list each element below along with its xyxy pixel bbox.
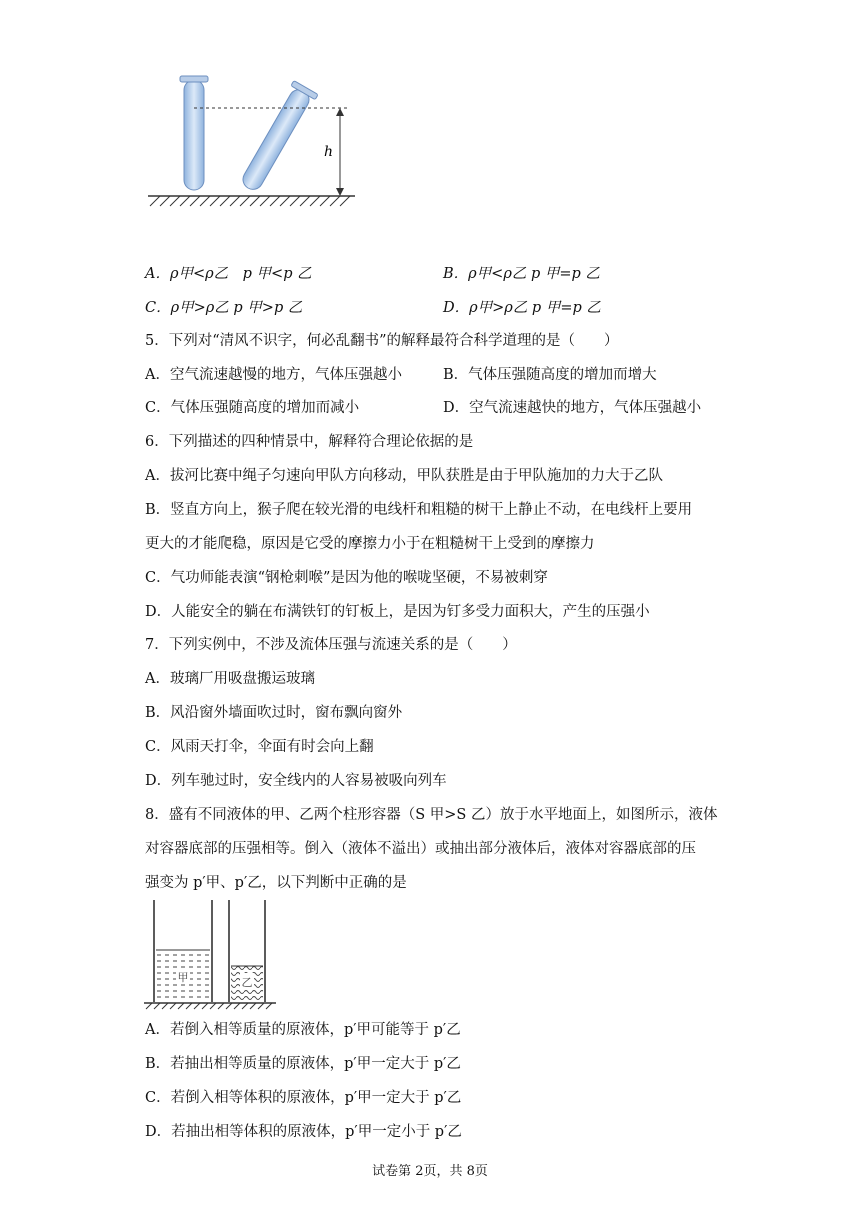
q4-option-d: D．ρ甲>ρ乙 p 甲=p 乙 (443, 300, 601, 316)
q6-stem: 6．下列描述的四种情景中，解释符合理论依据的是 (145, 434, 474, 450)
q7-option-b: B．风沿窗外墙面吹过时，窗布飘向窗外 (145, 705, 403, 721)
q4-option-b: B．ρ甲<ρ乙 p 甲=p 乙 (443, 266, 600, 282)
q5-option-d: D．空气流速越快的地方，气体压强越小 (443, 400, 702, 416)
q8-stem-line3: 强变为 p′甲、p′乙，以下判断中正确的是 (145, 875, 407, 891)
q8-stem-line1: 8．盛有不同液体的甲、乙两个柱形容器（S 甲>S 乙）放于水平地面上，如图所示，液体 (145, 807, 718, 823)
q6-option-c: C．气功师能表演“钢枪刺喉”是因为他的喉咙坚硬，不易被刺穿 (145, 570, 548, 586)
label-jia: 甲 (177, 971, 189, 984)
q8-option-a: A．若倒入相等质量的原液体，p′甲可能等于 p′乙 (145, 1022, 461, 1038)
q5-option-c: C．气体压强随高度的增加而减小 (145, 400, 360, 416)
q7-option-d: D．列车驰过时，安全线内的人容易被吸向列车 (145, 773, 447, 789)
q6-option-a: A．拔河比赛中绳子匀速向甲队方向移动，甲队获胜是由于甲队施加的力大于乙队 (145, 468, 663, 484)
q6-option-b-line2: 更大的才能爬稳，原因是它受的摩擦力小于在粗糙树干上受到的摩擦力 (145, 536, 595, 552)
q8-option-d: D．若抽出相等体积的原液体，p′甲一定小于 p′乙 (145, 1124, 462, 1140)
container-yi (229, 900, 265, 1002)
label-yi: 乙 (241, 976, 253, 989)
q6-option-b-line1: B．竖直方向上，猴子爬在较光滑的电线杆和粗糙的树干上静止不动，在电线杆上要用 (145, 502, 693, 518)
q5-stem: 5．下列对“清风不识字，何必乱翻书”的解释最符合科学道理的是（ ） (145, 333, 619, 349)
q4-option-a: A．ρ甲<ρ乙 p 甲<p 乙 (145, 266, 312, 282)
page-footer: 试卷第 2页，共 8页 (372, 1164, 488, 1179)
ground-hatching (150, 196, 350, 206)
q8-option-b: B．若抽出相等质量的原液体，p′甲一定大于 p′乙 (145, 1056, 461, 1072)
height-label: h (323, 144, 333, 160)
q8-option-c: C．若倒入相等体积的原液体，p′甲一定大于 p′乙 (145, 1090, 462, 1106)
vertical-tube (180, 76, 208, 190)
q5-option-b: B．气体压强随高度的增加而增大 (443, 367, 657, 383)
q8-stem-line2: 对容器底部的压强相等。倒入（液体不溢出）或抽出部分液体后，液体对容器底部的压 (145, 841, 696, 857)
tilted-tube (236, 81, 318, 195)
q5-option-a: A．空气流速越慢的地方，气体压强越小 (145, 367, 402, 383)
q7-option-c: C．风雨天打伞，伞面有时会向上翻 (145, 739, 374, 755)
container-jia (154, 900, 212, 1002)
q6-option-d: D．人能安全的躺在布满铁钉的钉板上，是因为钉多受力面积大，产生的压强小 (145, 604, 650, 620)
ground-hatching-2 (146, 1003, 272, 1009)
test-tubes-figure (140, 70, 370, 215)
q7-option-a: A．玻璃厂用吸盘搬运玻璃 (145, 671, 315, 687)
q7-stem: 7．下列实例中，不涉及流体压强与流速关系的是（ ） (145, 637, 517, 653)
q4-option-c: C．ρ甲>ρ乙 p 甲>p 乙 (145, 300, 303, 316)
containers-figure (140, 898, 280, 1010)
